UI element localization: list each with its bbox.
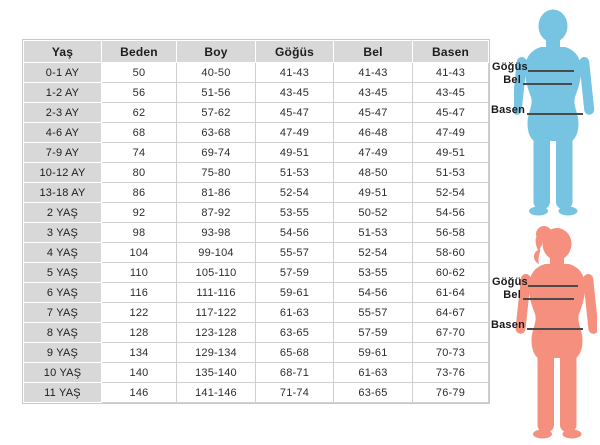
- table-cell: 61-63: [334, 363, 413, 383]
- table-cell: 98: [102, 223, 177, 243]
- row-label: 11 YAŞ: [24, 383, 102, 403]
- table-cell: 122: [102, 303, 177, 323]
- boy-waist-line: [523, 83, 572, 85]
- table-row: [24, 323, 489, 343]
- table-cell: 111-116: [177, 283, 256, 303]
- table-row: [24, 183, 489, 203]
- table-cell: 116: [102, 283, 177, 303]
- boy-chest-line: [528, 70, 574, 72]
- table-cell: 45-47: [334, 103, 413, 123]
- table-cell: 43-45: [256, 83, 334, 103]
- table-cell: 51-56: [177, 83, 256, 103]
- table-cell: 45-47: [256, 103, 334, 123]
- table-cell: 70-73: [413, 343, 489, 363]
- table-cell: 57-59: [256, 263, 334, 283]
- table-row: [24, 123, 489, 143]
- table-cell: 59-61: [256, 283, 334, 303]
- table-cell: 48-50: [334, 163, 413, 183]
- girl-hip-measure: [490, 319, 583, 331]
- table-cell: 64-67: [413, 303, 489, 323]
- table-cell: 92: [102, 203, 177, 223]
- table-cell: 76-79: [413, 383, 489, 403]
- table-row: [24, 343, 489, 363]
- table-cell: 41-43: [256, 63, 334, 83]
- row-label: 13-18 AY: [24, 183, 102, 203]
- boy-chest-label: Göğüs: [492, 61, 528, 73]
- table-cell: 51-53: [413, 163, 489, 183]
- table-row: [24, 383, 489, 403]
- girl-hip-label: Basen: [490, 319, 525, 331]
- table-cell: 80: [102, 163, 177, 183]
- table-cell: 60-62: [413, 263, 489, 283]
- table-cell: 47-49: [256, 123, 334, 143]
- table-header: [24, 41, 489, 63]
- table-row: [24, 243, 489, 263]
- table-cell: 57-62: [177, 103, 256, 123]
- boy-hip-label: Basen: [490, 104, 525, 116]
- table-cell: 68: [102, 123, 177, 143]
- table-cell: 93-98: [177, 223, 256, 243]
- row-label: 7 YAŞ: [24, 303, 102, 323]
- table-row: [24, 283, 489, 303]
- table-cell: 57-59: [334, 323, 413, 343]
- table-row: [24, 223, 489, 243]
- table-cell: 68-71: [256, 363, 334, 383]
- column-header: Yaş: [24, 41, 102, 63]
- row-label: 10-12 AY: [24, 163, 102, 183]
- row-label: 4 YAŞ: [24, 243, 102, 263]
- row-label: 5 YAŞ: [24, 263, 102, 283]
- table-cell: 43-45: [334, 83, 413, 103]
- table-cell: 134: [102, 343, 177, 363]
- table-cell: 47-49: [413, 123, 489, 143]
- table-cell: 75-80: [177, 163, 256, 183]
- table-cell: 54-56: [413, 203, 489, 223]
- table-cell: 63-65: [256, 323, 334, 343]
- table-cell: 51-53: [334, 223, 413, 243]
- boy-waist-label: Bel: [503, 74, 521, 86]
- table-cell: 128: [102, 323, 177, 343]
- table-cell: 41-43: [413, 63, 489, 83]
- column-header: Boy: [177, 41, 256, 63]
- table-cell: 56: [102, 83, 177, 103]
- girl-waist-measure: [492, 289, 574, 301]
- table-row: [24, 363, 489, 383]
- table-row: [24, 303, 489, 323]
- table-cell: 54-56: [256, 223, 334, 243]
- table-cell: 129-134: [177, 343, 256, 363]
- table-cell: 40-50: [177, 63, 256, 83]
- row-label: 2-3 AY: [24, 103, 102, 123]
- table-cell: 49-51: [413, 143, 489, 163]
- table-cell: 123-128: [177, 323, 256, 343]
- table-cell: 62: [102, 103, 177, 123]
- table-cell: 45-47: [413, 103, 489, 123]
- row-label: 10 YAŞ: [24, 363, 102, 383]
- table-cell: 73-76: [413, 363, 489, 383]
- table-cell: 54-56: [334, 283, 413, 303]
- table-cell: 86: [102, 183, 177, 203]
- row-label: 0-1 AY: [24, 63, 102, 83]
- table-cell: 67-70: [413, 323, 489, 343]
- table-cell: 50: [102, 63, 177, 83]
- table-cell: 41-43: [334, 63, 413, 83]
- header-row: [24, 41, 489, 63]
- table-cell: 61-63: [256, 303, 334, 323]
- table-cell: 52-54: [256, 183, 334, 203]
- table-row: [24, 63, 489, 83]
- girl-chest-label: Göğüs: [492, 276, 528, 288]
- row-label: 8 YAŞ: [24, 323, 102, 343]
- boy-hip-line: [527, 113, 583, 115]
- table-cell: 146: [102, 383, 177, 403]
- table-cell: 50-52: [334, 203, 413, 223]
- table-cell: 87-92: [177, 203, 256, 223]
- boy-waist-measure: [492, 74, 572, 86]
- size-table: [23, 40, 489, 403]
- table-cell: 135-140: [177, 363, 256, 383]
- table-row: [24, 103, 489, 123]
- table-cell: 63-68: [177, 123, 256, 143]
- boy-hip-measure: [490, 104, 583, 116]
- table-cell: 65-68: [256, 343, 334, 363]
- table-cell: 141-146: [177, 383, 256, 403]
- girl-silhouette: [515, 222, 597, 442]
- table-cell: 105-110: [177, 263, 256, 283]
- girl-hip-line: [527, 328, 583, 330]
- table-cell: 58-60: [413, 243, 489, 263]
- table-cell: 71-74: [256, 383, 334, 403]
- column-header: Beden: [102, 41, 177, 63]
- row-label: 2 YAŞ: [24, 203, 102, 223]
- table-row: [24, 263, 489, 283]
- table-cell: 46-48: [334, 123, 413, 143]
- table-cell: 49-51: [256, 143, 334, 163]
- table-cell: 55-57: [256, 243, 334, 263]
- table-cell: 49-51: [334, 183, 413, 203]
- column-header: Basen: [413, 41, 489, 63]
- table-cell: 56-58: [413, 223, 489, 243]
- table-cell: 104: [102, 243, 177, 263]
- table-row: [24, 83, 489, 103]
- table-cell: 99-104: [177, 243, 256, 263]
- table-cell: 63-65: [334, 383, 413, 403]
- table-cell: 52-54: [334, 243, 413, 263]
- girl-waist-label: Bel: [503, 289, 521, 301]
- girl-chest-measure: [492, 276, 578, 288]
- row-label: 1-2 AY: [24, 83, 102, 103]
- table-cell: 69-74: [177, 143, 256, 163]
- row-label: 3 YAŞ: [24, 223, 102, 243]
- table-cell: 110: [102, 263, 177, 283]
- table-row: [24, 203, 489, 223]
- table-cell: 61-64: [413, 283, 489, 303]
- column-header: Bel: [334, 41, 413, 63]
- row-label: 9 YAŞ: [24, 343, 102, 363]
- table-cell: 53-55: [334, 263, 413, 283]
- girl-chest-line: [528, 285, 578, 287]
- girl-waist-line: [523, 298, 574, 300]
- table-cell: 140: [102, 363, 177, 383]
- row-label: 4-6 AY: [24, 123, 102, 143]
- table-body: [24, 63, 489, 403]
- boy-chest-measure: [492, 61, 574, 73]
- table-cell: 74: [102, 143, 177, 163]
- table-cell: 59-61: [334, 343, 413, 363]
- table-cell: 51-53: [256, 163, 334, 183]
- column-header: Göğüs: [256, 41, 334, 63]
- table-row: [24, 143, 489, 163]
- table-cell: 55-57: [334, 303, 413, 323]
- table-row: [24, 163, 489, 183]
- table-cell: 117-122: [177, 303, 256, 323]
- table-cell: 81-86: [177, 183, 256, 203]
- row-label: 7-9 AY: [24, 143, 102, 163]
- table-cell: 52-54: [413, 183, 489, 203]
- table-cell: 47-49: [334, 143, 413, 163]
- row-label: 6 YAŞ: [24, 283, 102, 303]
- table-cell: 53-55: [256, 203, 334, 223]
- table-cell: 43-45: [413, 83, 489, 103]
